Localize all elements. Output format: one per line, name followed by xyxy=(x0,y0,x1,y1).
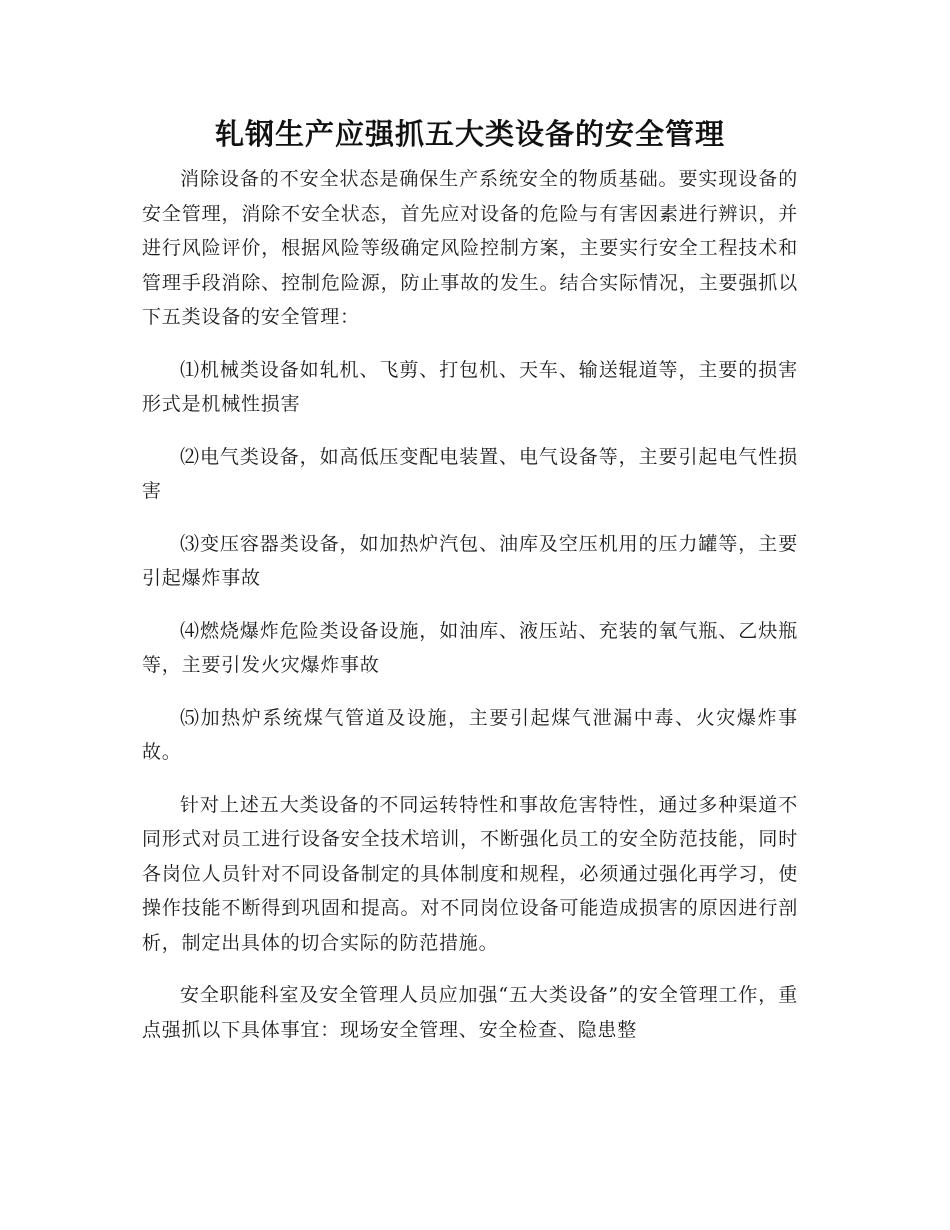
list-item-3: ⑶变压容器类设备，如加热炉汽包、油库及空压机用的压力罐等，主要引起爆炸事故 xyxy=(142,532,798,589)
management-paragraph: 安全职能科室及安全管理人员应加强“五大类设备”的安全管理工作，重点强抓以下具体事宜：现场安全管理、安全检查、隐患整 xyxy=(142,984,798,1041)
list-item-2: ⑵电气类设备，如高低压变配电装置、电气设备等，主要引起电气性损害 xyxy=(142,445,798,502)
training-paragraph: 针对上述五大类设备的不同运转特性和事故危害特性，通过多种渠道不同形式对员工进行设备安全技术培训，不断强化员工的安全防范技能，同时各岗位人员针对不同设备制定的具体制度和规程，必须通过强化再学习，使操作技能不断得到巩固和提高。对不同岗位设备可能造成损害的原因进行剖析，制定出具体的切合实际的防范措施。 xyxy=(142,793,798,954)
document-title: 轧钢生产应强抓五大类设备的安全管理 xyxy=(214,117,725,151)
list-item-4: ⑷燃烧爆炸危险类设备设施，如油库、液压站、充装的氧气瓶、乙炔瓶等，主要引发火灾爆炸事故 xyxy=(142,619,798,676)
list-item-5: ⑸加热炉系统煤气管道及设施，主要引起煤气泄漏中毒、火灾爆炸事故。 xyxy=(142,706,798,763)
list-item-1: ⑴机械类设备如轧机、飞剪、打包机、天车、输送辊道等，主要的损害形式是机械性损害 xyxy=(142,358,798,415)
intro-paragraph: 消除设备的不安全状态是确保生产系统安全的物质基础。要实现设备的安全管理，消除不安全状态，首先应对设备的危险与有害因素进行辨识，并进行风险评价，根据风险等级确定风险控制方案，主要实行安全工程技术和管理手段消除、控制危险源，防止事故的发生。结合实际情况，主要强抓以下五类设备的安全管理： xyxy=(142,168,798,328)
